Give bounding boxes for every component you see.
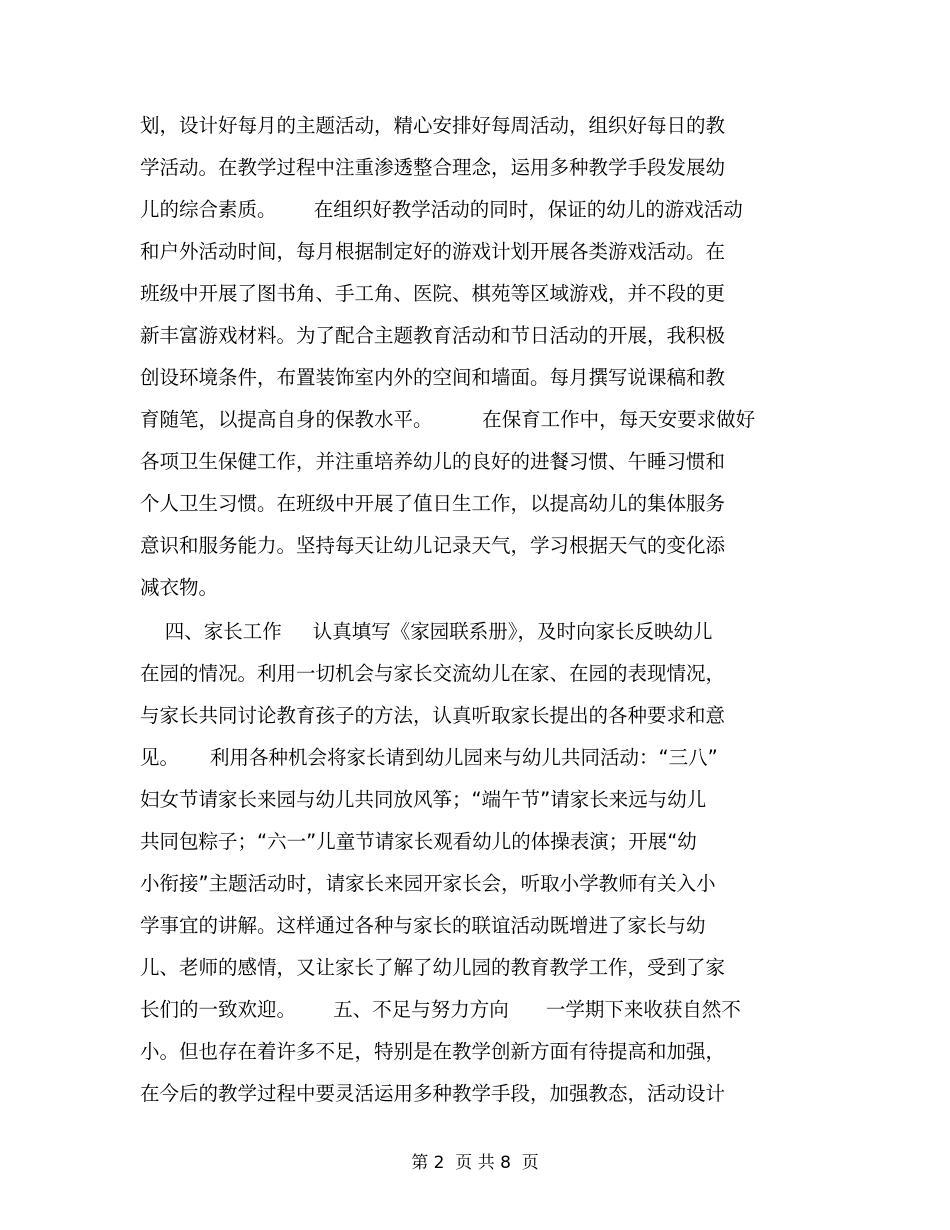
- text-line: 学活动。在教学过程中注重渗透整合理念，运用多种教学手段发展幼: [140, 156, 726, 179]
- text-line: 育随笔，以提高自身的保教水平。 在保育工作中，每天安要求做好: [140, 408, 756, 431]
- text-line: 在园的情况。利用一切机会与家长交流幼儿在家、在园的表现情况，: [140, 662, 726, 685]
- text-line: 班级中开展了图书角、手工角、医院、棋苑等区域游戏，并不段的更: [140, 282, 726, 305]
- text-line: 长们的一致欢迎。 五、不足与努力方向 一学期下来收获自然不: [140, 998, 741, 1021]
- text-line: 学事宜的讲解。这样通过各种与家长的联谊活动既增进了家长与幼: [140, 914, 706, 937]
- text-line: 个人卫生习惯。在班级中开展了值日生工作，以提高幼儿的集体服务: [140, 492, 726, 515]
- text-line: 意识和服务能力。坚持每天让幼儿记录天气，学习根据天气的变化添: [140, 534, 726, 557]
- text-line: 见。 利用各种机会将家长请到幼儿园来与幼儿共同活动：“三八”: [140, 746, 718, 769]
- text-line: 小衔接”主题活动时，请家长来园开家长会，听取小学教师有关入小: [140, 872, 716, 895]
- text-line: 小。但也存在着许多不足，特别是在教学创新方面有待提高和加强，: [140, 1040, 726, 1063]
- text-line: 新丰富游戏材料。为了配合主题教育活动和节日活动的开展，我积极: [140, 324, 726, 347]
- text-line: 创设环境条件，布置装饰室内外的空间和墙面。每月撰写说课稿和教: [140, 366, 726, 389]
- text-line: 妇女节请家长来园与幼儿共同放风筝；“端午节”请家长来远与幼儿: [140, 788, 707, 811]
- text-line: 减衣物。: [140, 576, 219, 599]
- text-line: 儿、老师的感情，又让家长了解了幼儿园的教育教学工作，受到了家: [140, 956, 726, 979]
- text-line: 在今后的教学过程中要灵活运用多种教学手段，加强教态，活动设计: [140, 1082, 726, 1105]
- page-number-footer: 第 2 页 共 8 页: [411, 1153, 539, 1173]
- text-line: 和户外活动时间，每月根据制定好的游戏计划开展各类游戏活动。在: [140, 240, 726, 263]
- text-line: 儿的综合素质。 在组织好教学活动的同时，保证的幼儿的游戏活动: [140, 198, 743, 221]
- text-line: 与家长共同讨论教育孩子的方法，认真听取家长提出的各种要求和意: [140, 704, 726, 727]
- text-line: 划，设计好每月的主题活动，精心安排好每周活动，组织好每日的教: [140, 114, 726, 137]
- text-line: 各项卫生保健工作，并注重培养幼儿的良好的进餐习惯、午睡习惯和: [140, 450, 726, 473]
- text-line: 四、家长工作 认真填写《家园联系册》，及时向家长反映幼儿: [140, 620, 713, 643]
- text-line: 共同包粽子；“六一”儿童节请家长观看幼儿的体操表演；开展“幼: [140, 830, 697, 853]
